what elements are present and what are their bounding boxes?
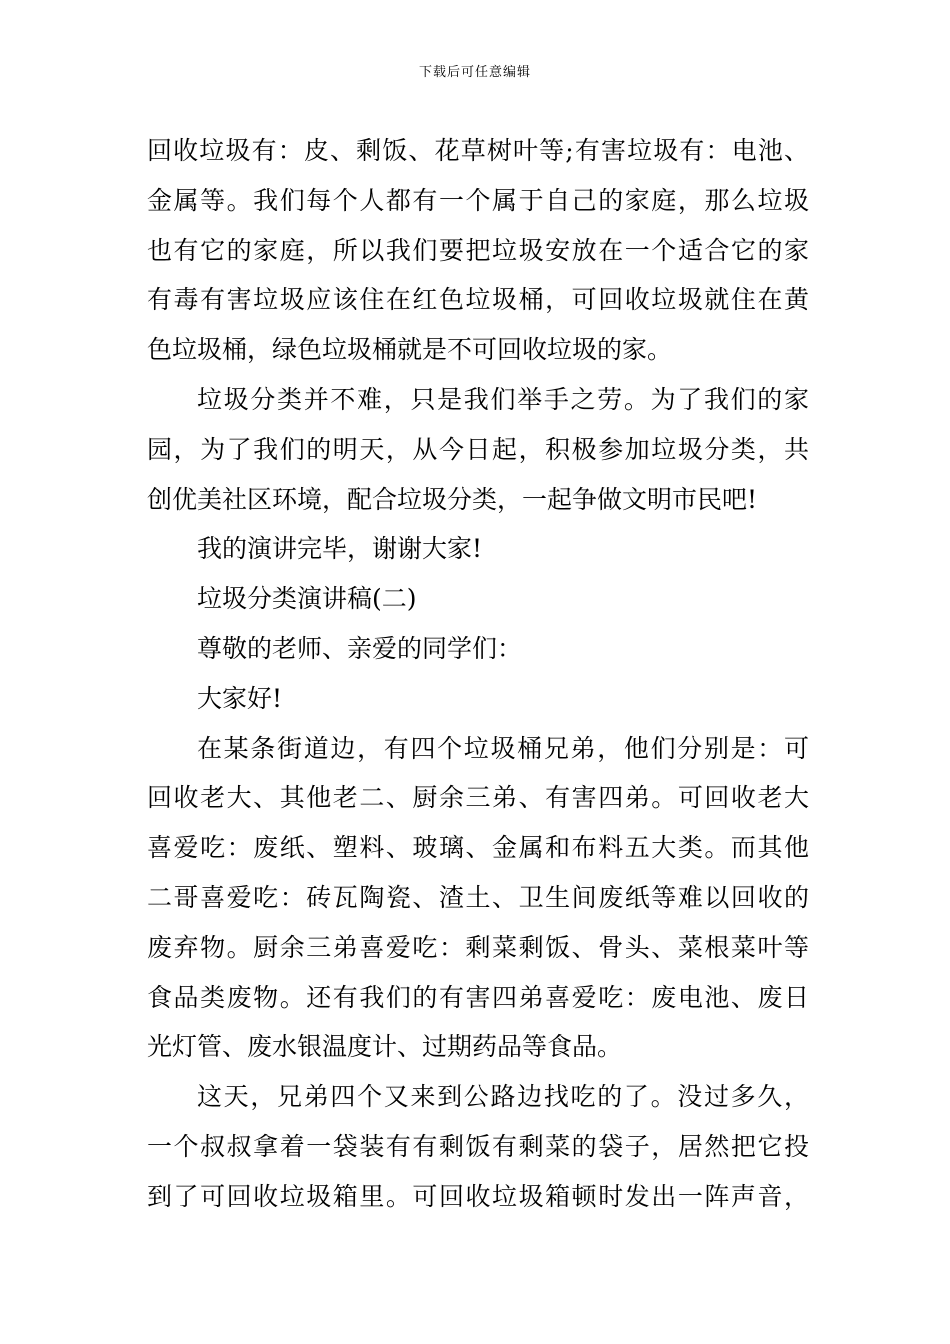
text-line: 喜爱吃：废纸、塑料、玻璃、金属和布料五大类。而其他 [147,833,809,863]
text-line: 创优美社区环境，配合垃圾分类，一起争做文明市民吧! [147,484,758,514]
text-line: 到了可回收垃圾箱里。可回收垃圾箱顿时发出一阵声音， [147,1181,809,1211]
page-header: 下载后可任意编辑 [418,65,531,80]
text-line: 光灯管、废水银温度计、过期药品等食品。 [147,1032,623,1062]
document-body [147,126,809,1222]
text-line: 二哥喜爱吃：砖瓦陶瓷、渣土、卫生间废纸等难以回收的 [147,882,809,912]
text-line: 金属等。我们每个人都有一个属于自己的家庭，那么垃圾 [147,185,809,215]
text-line: 垃圾分类并不难，只是我们举手之劳。为了我们的家 [197,384,809,414]
text-line: 食品类废物。还有我们的有害四弟喜爱吃：废电池、废日 [147,982,809,1012]
text-line: 废弃物。厨余三弟喜爱吃：剩菜剩饭、骨头、菜根菜叶等 [147,932,809,962]
text-line: 我的演讲完毕，谢谢大家! [197,534,483,564]
text-line: 园，为了我们的明天，从今日起，积极参加垃圾分类，共 [147,434,809,464]
text-line: 有毒有害垃圾应该住在红色垃圾桶，可回收垃圾就住在黄 [147,285,809,315]
text-line: 在某条街道边，有四个垃圾桶兄弟，他们分别是：可 [197,733,809,763]
greeting: 大家好! [197,683,283,713]
text-line: 回收垃圾有：皮、剩饭、花草树叶等;有害垃圾有：电池、 [147,136,809,165]
text-line: 也有它的家庭，所以我们要把垃圾安放在一个适合它的家 [147,235,809,265]
text-line: 回收老大、其他老二、厨余三弟、有害四弟。可回收老大 [147,783,809,813]
text-line: 色垃圾桶，绿色垃圾桶就是不可回收垃圾的家。 [147,335,673,365]
section-title: 垃圾分类演讲稿(二) [197,584,417,614]
text-line: 这天，兄弟四个又来到公路边找吃的了。没过多久， [197,1082,809,1112]
text-line: 一个叔叔拿着一袋装有有剩饭有剩菜的袋子，居然把它投 [147,1131,809,1161]
salutation: 尊敬的老师、亲爱的同学们： [197,633,523,663]
